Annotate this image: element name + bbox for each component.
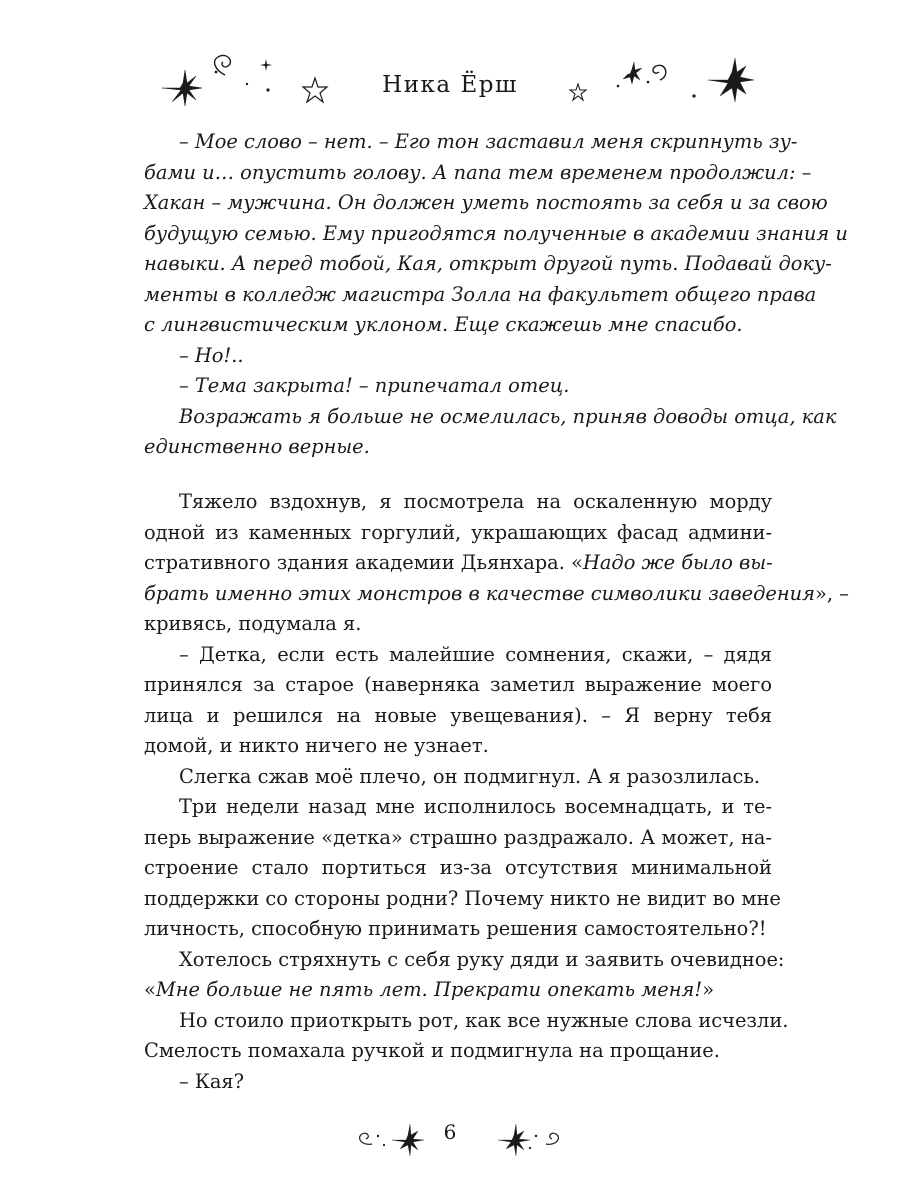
page-header [0,40,900,130]
quoted-thought: Надо же было вы- [582,551,773,574]
text-line: – Детка, если есть малейшие сомнения, скажи, – дядя [179,642,772,666]
text-line: лица и решился на новые увещевания). – Я верну тебя [144,703,772,727]
text-line: – Но!.. [179,343,244,367]
sparkle-star-icon [708,58,754,102]
sparkle-star-icon [623,62,642,84]
outline-star-icon [570,84,586,100]
text-line: бами и… опустить голову. А папа тем временем продолжил: – [144,160,812,184]
right-star-ornament [560,50,760,120]
text-line: с лингвистическим уклоном. Еще скажешь мне спасибо. [144,313,743,336]
text-line: Возражать я больше не осмелилась, приняв доводы отца, как [179,404,837,428]
text-line: менты в колледж магистра Золла на факультет общего права [144,282,817,306]
text-line: – Кая? [179,1069,245,1093]
text-line: Три недели назад мне исполнилось восемнадцать, и те- [179,795,772,818]
text-line: единственно верные. [144,435,370,458]
swirl-icon [653,65,666,80]
quoted-thought: Мне больше не пять лет. Прекрати опекать меня! [155,978,703,1001]
dialogue-block [144,127,848,463]
text-line: – Мое слово – нет. – Его тон заставил меня скрипнуть зу- [179,130,798,153]
text-line: личность, способную принимать решения самостоятельно?! [144,917,767,940]
text-span: стративного здания академии Дьянхара. « [144,551,583,574]
quoted-thought: брать именно этих монстров в качестве символики заведения [144,581,815,605]
running-title: Ника Ёрш [382,72,518,98]
text-line: навыки. А перед тобой, Кая, открыт другой путь. Подавай доку- [144,252,832,275]
text-line: строение стало портиться из-за отсутствия минимальной [144,856,772,879]
text-line [144,975,772,1006]
text-line: одной из каменных горгулий, украшающих фасад админи- [144,520,772,544]
text-span: », – [815,581,849,605]
text-line: Хотелось стряхнуть с себя руку дяди и заявить очевидное: [179,947,785,971]
text-line [144,579,849,610]
text-line: Тяжело вздохнув, я посмотрела на оскаленную морду [179,490,772,513]
text-line: будущую семью. Ему пригодятся полученные в академии знания и [144,221,848,245]
text-line: домой, и никто ничего не узнает. [144,734,489,757]
text-line: кривясь, подумала я. [144,612,362,635]
text-line [144,548,772,579]
sparkle-star-icon [498,1124,530,1156]
swirl-icon [546,1133,558,1144]
page-number: 6 [443,1120,457,1144]
text-span: » [702,978,715,1001]
text-line: перь выражение «детка» страшно раздражало. А может, на- [144,825,772,849]
right-footer-ornament [490,1118,570,1158]
text-line: поддержки со стороны родни? Почему никто не видит во мне [144,886,781,910]
text-line: – Тема закрыта! – припечатал отец. [179,374,570,397]
text-span: « [144,978,156,1001]
text-line: Смелость помахала ручкой и подмигнула на прощание. [144,1039,720,1062]
text-line: Слегка сжав моё плечо, он подмигнул. А я разозлилась. [179,764,761,788]
page-footer [0,1110,900,1170]
text-line: принялся за старое (наверняка заметил выражение моего [144,673,772,696]
text-line: Но стоило приоткрыть рот, как все нужные слова исчезли. [179,1008,789,1032]
text-line: Хакан – мужчина. Он должен уметь постоять за себя и за свою [144,191,828,214]
small-sparkle-icon [260,59,272,71]
body-text [144,487,849,1097]
